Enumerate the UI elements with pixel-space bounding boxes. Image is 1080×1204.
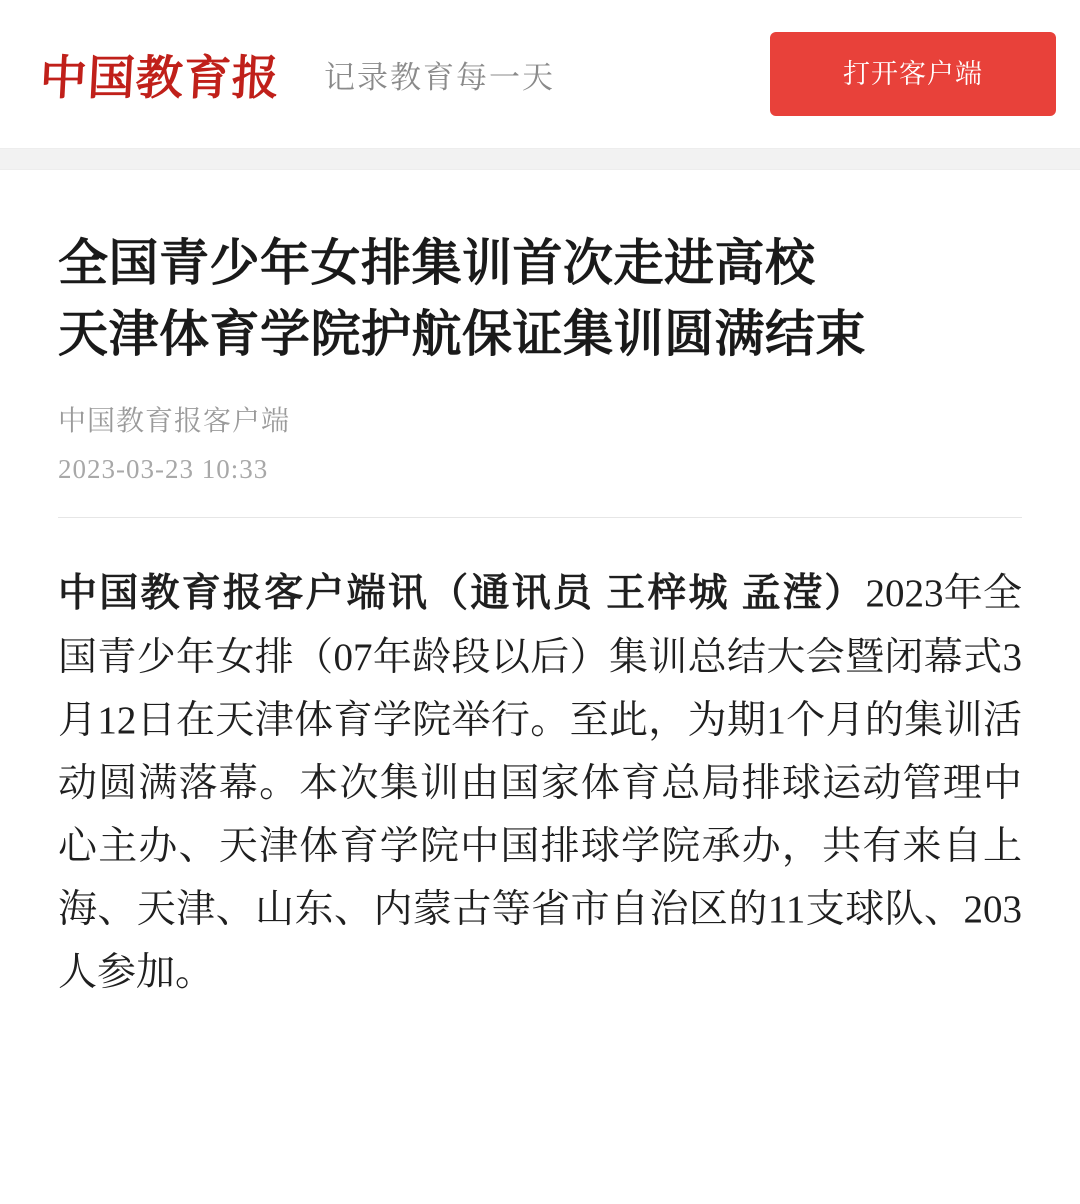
masthead[interactable]	[40, 41, 555, 108]
page-title	[58, 170, 1022, 370]
body-paragraph	[58, 562, 1022, 1004]
article-title-line-1: 全国青少年女排集训首次走进高校	[58, 235, 816, 291]
meta-divider	[58, 517, 1022, 518]
site-slogan: 记录教育每一天	[324, 59, 555, 95]
article-meta	[58, 400, 1022, 493]
article-body	[58, 526, 1022, 1044]
site-logo[interactable]: 中国教育报	[38, 52, 282, 105]
header-divider-band	[0, 148, 1080, 170]
article-container	[0, 170, 1080, 1045]
site-header	[0, 0, 1080, 148]
article-timestamp: 2023-03-23 10:33	[58, 453, 269, 484]
paragraph-text: 2023年全国青少年女排（07年龄段以后）集训总结大会暨闭幕式3月12日在天津体育学院举行。至此，为期1个月的集训活动圆满落幕。本次集训由国家体育总局排球运动管理中心主办、天津体育学院中国排球学院承办，共有来自上海、天津、山东、内蒙古等省市自治区的11支球队、203人参加。	[58, 572, 1022, 995]
article-source: 中国教育报客户端	[58, 406, 291, 437]
paragraph-lead: 中国教育报客户端讯（通讯员 王梓城 孟滢）	[58, 572, 866, 616]
article-title-line-2: 天津体育学院护航保证集训圆满结束	[58, 306, 866, 362]
open-app-button[interactable]: 打开客户端	[770, 32, 1056, 116]
